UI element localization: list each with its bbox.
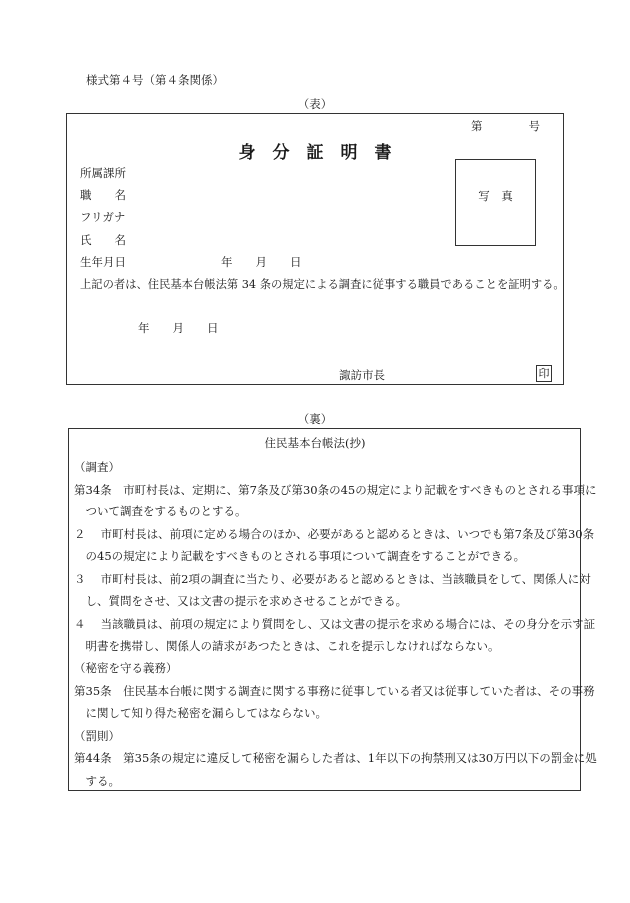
issue-date: 年 月 日 [138,321,219,335]
form-id: 様式第４号（第４条関係） [86,73,224,87]
number-label: 第 号 [471,119,540,133]
field-department: 所属課所 [80,166,126,180]
photo-box [455,159,536,246]
law-line: 第44条 第35条の規定に違反して秘密を漏らした者は、1年以下の拘禁刑又は30万円以下の罰金に処 [74,751,597,765]
field-name: 氏 名 [80,233,126,247]
birthdate-format: 年 月 日 [221,255,302,269]
law-line: の45の規定により記載をすべきものとされる事項について調査をすることができる。 [74,549,526,563]
field-position: 職 名 [80,188,126,202]
certification-text: 上記の者は、住民基本台帳法第 34 条の規定による調査に従事する職員であることを証明する。 [80,278,565,291]
law-line: に関して知り得た秘密を漏らしてはならない。 [74,706,327,720]
law-line: 明書を携帯し、関係人の請求があつたときは、これを提示しなければならない。 [74,639,500,653]
card-title: 身 分 証 明 書 [238,143,392,163]
law-line: （秘密を守る義務） [74,661,178,675]
law-line: ４ 当該職員は、前項の規定により質問をし、又は文書の提示を求める場合には、その身分を示す証 [74,617,596,631]
back-title: 住民基本台帳法(抄) [264,436,366,450]
law-line: ２ 市町村長は、前項に定める場合のほか、必要があると認めるときは、いつでも第7条及び第30条 [74,527,595,541]
back-caption: （裏） [297,412,333,426]
law-line: （罰則） [74,729,120,743]
field-furigana: フリガナ [80,210,126,224]
law-line: し、質問をさせ、又は文書の提示を求めさせることができる。 [74,594,408,608]
law-line: 第35条 住民基本台帳に関する調査に関する事務に従事している者又は従事していた者は、その事務 [74,684,595,698]
law-line: する。 [74,774,120,788]
law-line: 第34条 市町村長は、定期に、第7条及び第30条の45の規定により記載をすべきものとされる事項に [74,483,597,497]
front-caption: （表） [297,97,333,111]
photo-label: 写 真 [478,189,513,203]
field-birthdate: 生年月日 [80,255,126,269]
law-line: （調査） [74,460,120,474]
law-line: ついて調査をするものとする。 [74,504,247,518]
front-card [66,113,564,385]
issuer: 諏訪市長 [339,368,385,382]
seal-mark: 印 [536,365,552,382]
law-line: ３ 市町村長は、前2項の調査に当たり、必要があると認めるときは、当該職員をして、関係人に対 [74,572,591,586]
